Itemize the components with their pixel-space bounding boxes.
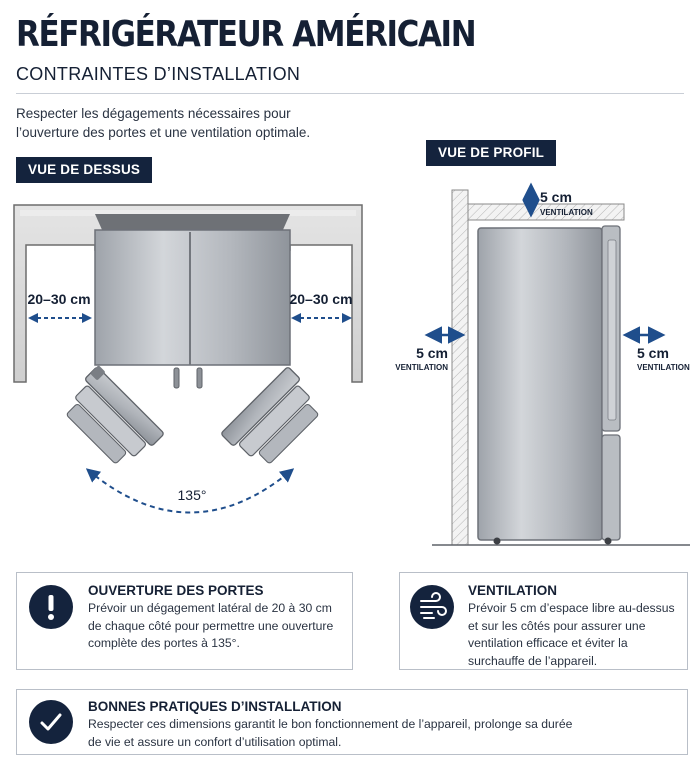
doors-card xyxy=(16,572,353,670)
side-clearance-label: 5 cm xyxy=(637,345,669,361)
page-title: RÉFRIGÉRATEUR AMÉRICAIN xyxy=(16,14,476,55)
side-clearance-caption: VENTILATION xyxy=(637,363,690,372)
back-wall xyxy=(452,190,468,545)
profile-view-tag: VUE DE PROFIL xyxy=(426,140,556,166)
doors-card-title: OUVERTURE DES PORTES xyxy=(88,583,264,598)
airflow-icon xyxy=(410,585,454,629)
top-view xyxy=(14,205,362,513)
profile-view xyxy=(395,186,690,545)
right-clearance-label: 20–30 cm xyxy=(289,291,353,307)
left-clearance-label: 20–30 cm xyxy=(27,291,91,307)
top-view-tag: VUE DE DESSUS xyxy=(16,157,152,183)
door-angle-label: 135° xyxy=(177,487,207,503)
open-door-right xyxy=(221,367,328,474)
top-clearance-label: 5 cm xyxy=(540,189,572,205)
page-subtitle: CONTRAINTES D’INSTALLATION xyxy=(16,64,301,84)
back-clearance-caption: VENTILATION xyxy=(395,363,448,372)
fridge-foot-front xyxy=(605,538,612,545)
exclamation-icon xyxy=(29,585,73,629)
fridge-foot-back xyxy=(494,538,501,545)
intro-text: Respecter les dégagements nécessaires pour l’ouverture des portes et une ventilation optimale. xyxy=(16,106,311,140)
checkmark-icon xyxy=(29,700,73,744)
ventilation-card-title: VENTILATION xyxy=(468,583,557,598)
practices-card-text: Respecter ces dimensions garantit le bon fonctionnement de l’appareil, prolonge sa durée de vie et assure un confort d’utilisation optimal. xyxy=(88,717,573,749)
door-shelf-profile xyxy=(608,240,616,420)
fridge-body-side xyxy=(478,228,602,540)
fridge-body-top xyxy=(95,230,290,365)
back-clearance-label: 5 cm xyxy=(416,345,448,361)
ventilation-card-text: Prévoir 5 cm d’espace libre au-dessus et sur les côtés pour assurer une ventilation efficace et éviter la surchauffe de l’appareil. xyxy=(468,601,675,668)
fridge-door-side-lower xyxy=(602,435,620,540)
doors-card-text: Prévoir un dégagement latéral de 20 à 30 cm de chaque côté pour permettre une ouverture complète des portes à 135°. xyxy=(88,601,334,650)
open-door-left xyxy=(58,365,166,473)
door-handle-right xyxy=(197,368,202,388)
ventilation-card xyxy=(399,572,688,670)
practices-card-title: BONNES PRATIQUES D’INSTALLATION xyxy=(88,699,342,714)
top-clearance-caption: VENTILATION xyxy=(540,208,593,217)
practices-card xyxy=(16,689,688,755)
door-handle-left xyxy=(174,368,179,388)
